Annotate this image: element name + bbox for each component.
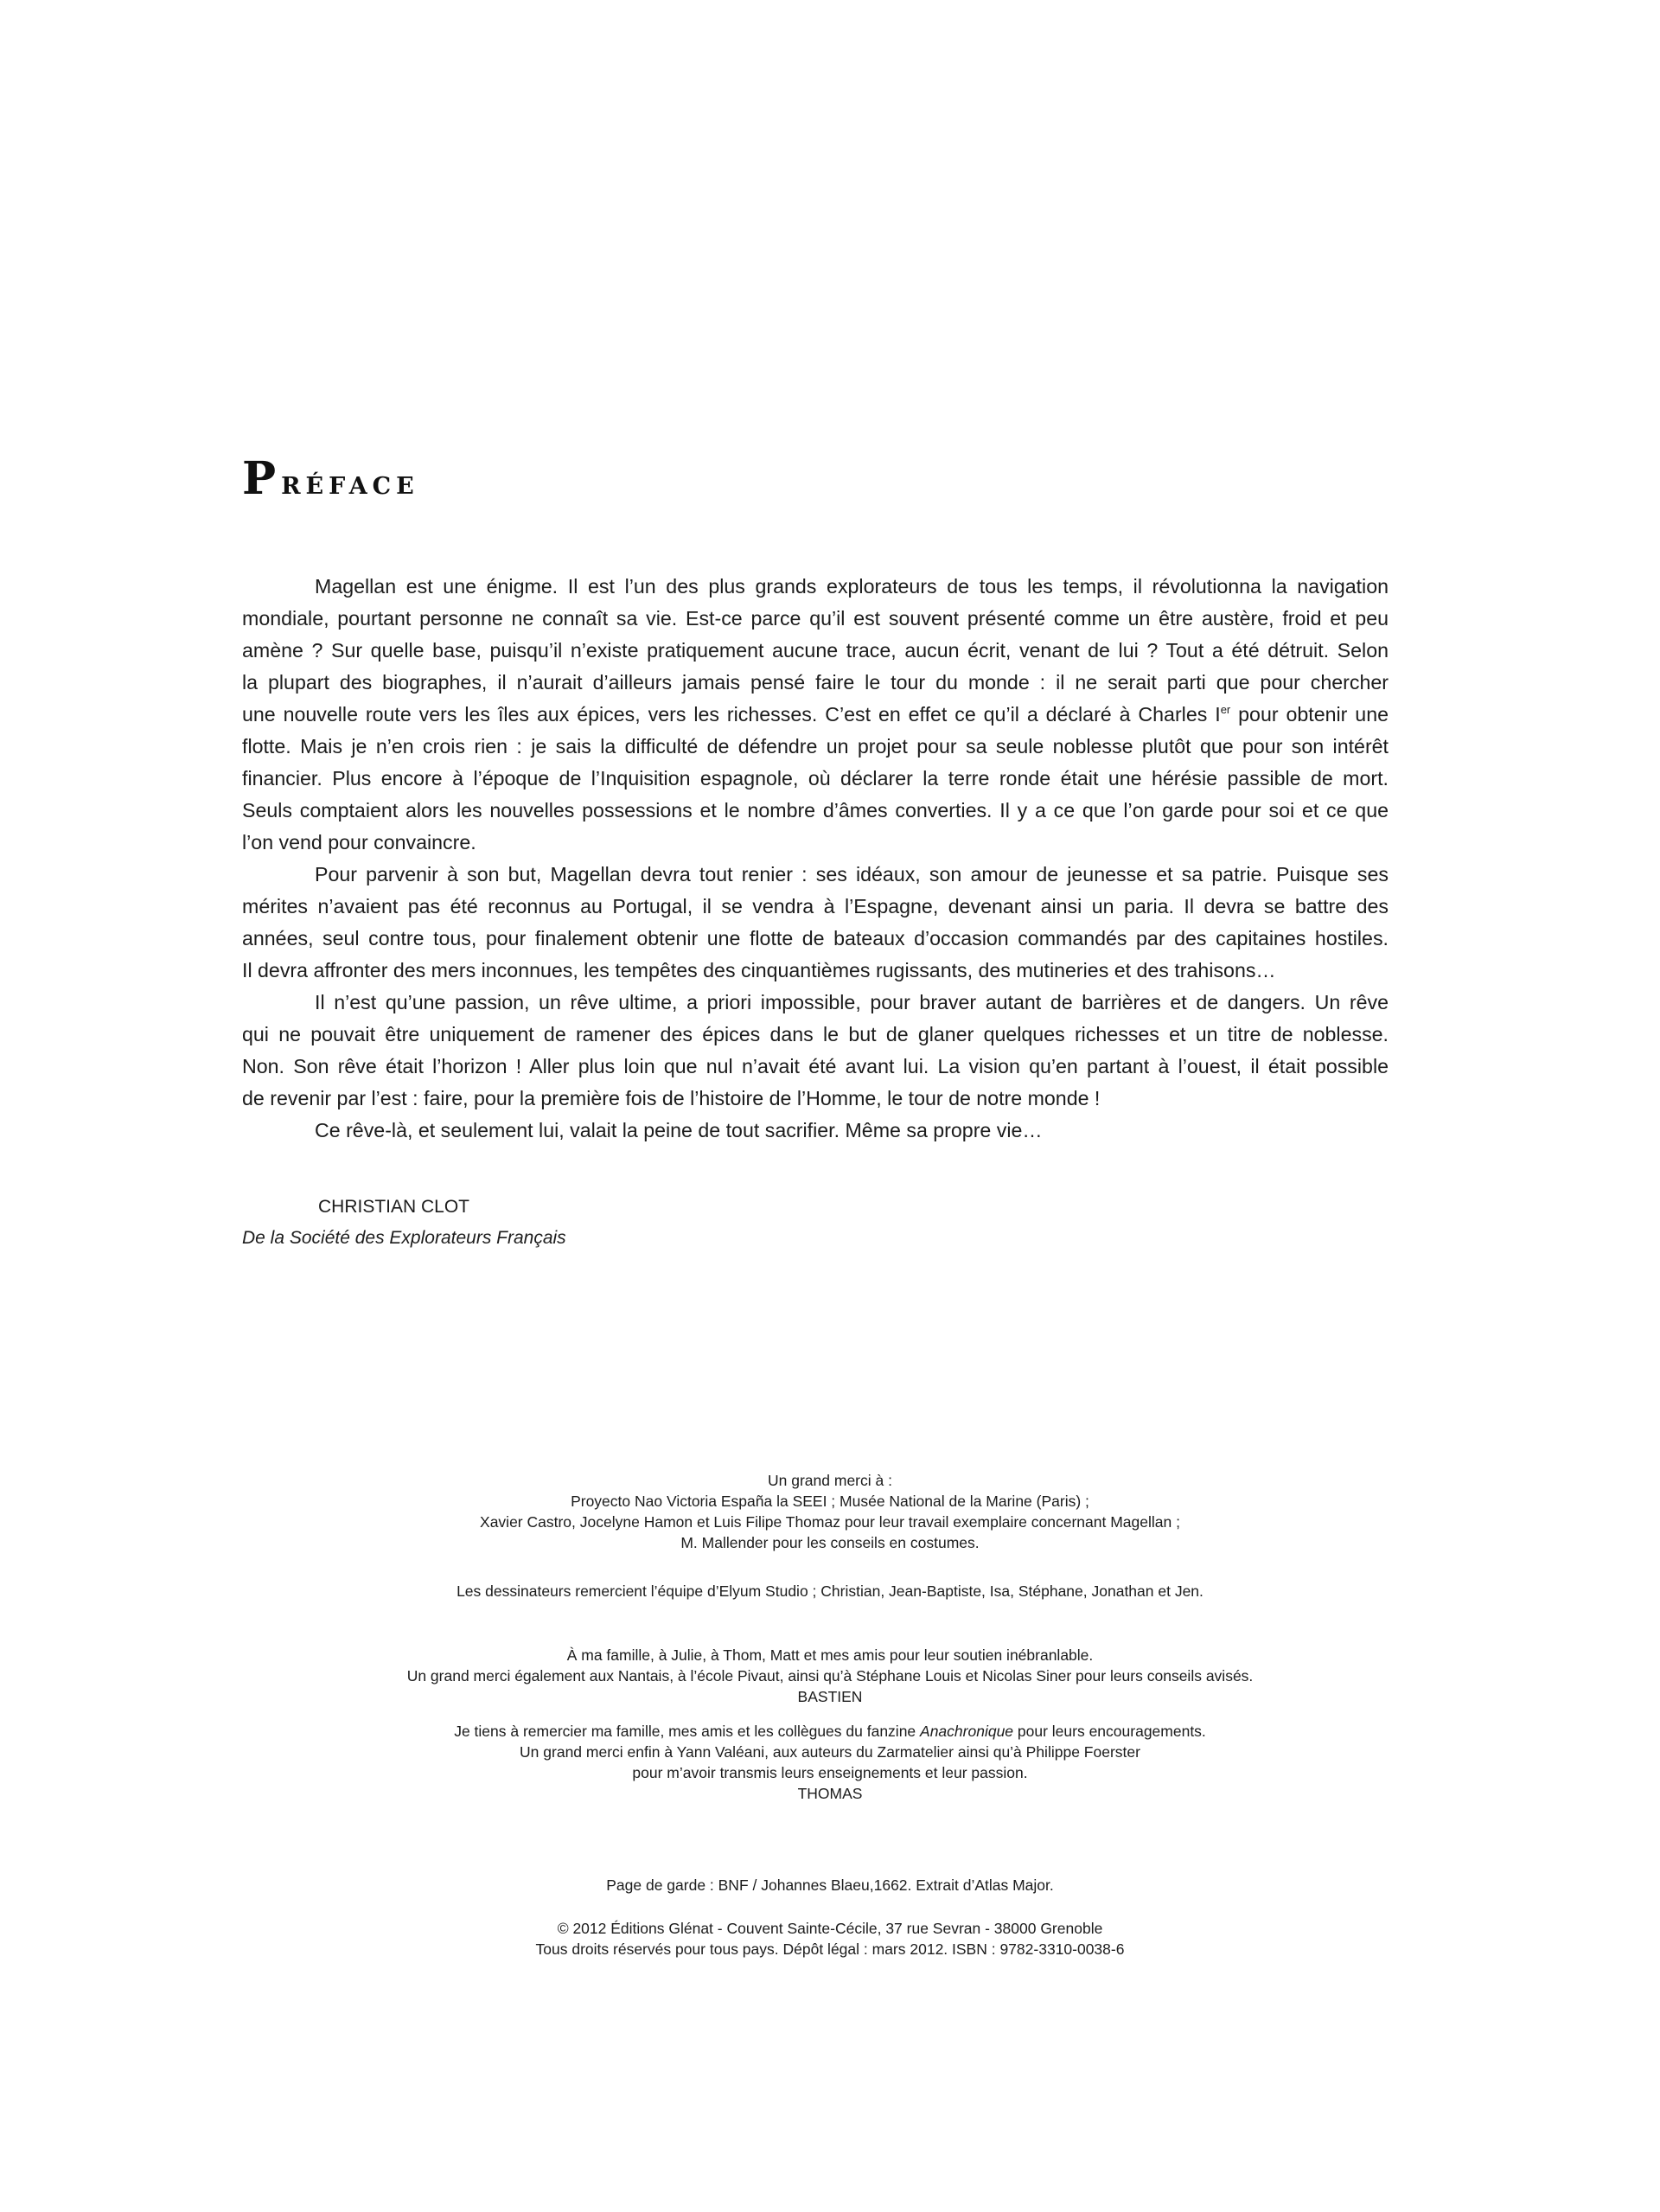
text-line: mérites n’avaient pas été reconnus au Portugal, il se vendra à l’Espagne, devenant ainsi un paria. Il devra se battre des (242, 895, 1389, 917)
text-line: Magellan est une énigme. Il est l’un des plus grands explorateurs de tous les temps, il révolutionna la navigation (315, 575, 1389, 598)
credits-line: M. Mallender pour les conseils en costumes. (680, 1534, 980, 1551)
credits-line: Xavier Castro, Jocelyne Hamon et Luis Filipe Thomaz pour leur travail exemplaire concernant Magellan ; (480, 1513, 1180, 1531)
text-line: amène ? Sur quelle base, puisqu’il n’existe pratiquement aucune trace, aucun écrit, venant de lui ? Tout a été détruit. Selon (242, 639, 1389, 662)
text-line: mondiale, pourtant personne ne connaît sa vie. Est-ce parce qu’il est souvent présenté comme un être austère, froid et peu (242, 607, 1389, 630)
title-rest: réface (281, 463, 419, 502)
preface-author: CHRISTIAN CLOT (318, 1197, 470, 1217)
credits-line (0, 1721, 1660, 1742)
title-initial: P (242, 452, 282, 505)
credits-line: Un grand merci enfin à Yann Valéani, aux auteurs du Zarmatelier ainsi qu’à Philippe Foerster (520, 1743, 1140, 1761)
text-segment: une nouvelle route vers les îles aux épices, vers les richesses. C’est en effet ce qu’il a déclaré à Charles I (242, 703, 1221, 726)
credits-signature: THOMAS (797, 1785, 863, 1802)
page-title (242, 452, 419, 505)
text-segment: pour leurs encouragements. (1013, 1723, 1206, 1740)
preface-body (242, 571, 1389, 1147)
preface-paragraph (242, 571, 1389, 859)
credits-thanks (0, 1470, 1660, 1553)
credits-signature: BASTIEN (797, 1688, 863, 1705)
ordinal-superscript: er (1220, 703, 1231, 716)
text-line: qui ne pouvait être uniquement de ramener des épices dans le but de glaner quelques richesses et un titre de noblesse. (242, 1023, 1389, 1045)
credits-line: Les dessinateurs remercient l’équipe d’Elyum Studio ; Christian, Jean-Baptiste, Isa, Stéphane, Jonathan et Jen. (456, 1582, 1204, 1600)
preface-author-affiliation: De la Société des Explorateurs Français (242, 1228, 566, 1248)
text-line: de revenir par l’est : faire, pour la première fois de l’histoire de l’Homme, le tour de notre monde ! (242, 1087, 1101, 1109)
legal-line: Tous droits réservés pour tous pays. Dépôt légal : mars 2012. ISBN : 9782-3310-0038-6 (535, 1940, 1125, 1958)
preface-paragraph (242, 859, 1389, 987)
credits-line: Page de garde : BNF / Johannes Blaeu,1662. Extrait d’Atlas Major. (606, 1876, 1054, 1894)
credits-line: Un grand merci à : (768, 1472, 892, 1489)
text-segment: Je tiens à remercier ma famille, mes amis et les collègues du fanzine (454, 1723, 921, 1740)
preface-paragraph (242, 987, 1389, 1115)
credits-bastien (0, 1645, 1660, 1707)
text-line: Non. Son rêve était l’horizon ! Aller plus loin que nul n’avait été avant lui. La vision qu’en partant à l’ouest, il était possible (242, 1055, 1389, 1077)
text-line: Il devra affronter des mers inconnues, les tempêtes des cinquantièmes rugissants, des mutineries et des trahisons… (242, 959, 1276, 981)
credits-artists (0, 1581, 1660, 1601)
text-line: financier. Plus encore à l’époque de l’Inquisition espagnole, où déclarer la terre ronde était une hérésie passible de mort. (242, 767, 1389, 790)
text-line: l’on vend pour convaincre. (242, 831, 476, 853)
credits-line: pour m’avoir transmis leurs enseignements et leur passion. (632, 1764, 1028, 1781)
credits-endpaper (0, 1875, 1660, 1896)
credits-line: Proyecto Nao Victoria España la SEEI ; Musée National de la Marine (Paris) ; (571, 1493, 1089, 1510)
text-line: Ce rêve-là, et seulement lui, valait la peine de tout sacrifier. Même sa propre vie… (315, 1119, 1043, 1141)
text-line: Il n’est qu’une passion, un rêve ultime, a priori impossible, pour braver autant de barrières et de dangers. Un rêve (315, 991, 1389, 1013)
credits-line: Un grand merci également aux Nantais, à l’école Pivaut, ainsi qu’à Stéphane Louis et Nicolas Siner pour leurs conseils avisés. (406, 1667, 1254, 1685)
text-line: Pour parvenir à son but, Magellan devra tout renier : ses idéaux, son amour de jeunesse et sa patrie. Puisque ses (315, 863, 1389, 885)
fanzine-title: Anachronique (920, 1723, 1014, 1740)
text-segment: pour obtenir une (1230, 703, 1389, 726)
credits-legal (0, 1918, 1660, 1959)
text-line: flotte. Mais je n’en crois rien : je sais la difficulté de défendre un projet pour sa seule noblesse plutôt que pour son intérêt (242, 735, 1389, 758)
text-line: la plupart des biographes, il n’aurait d’ailleurs jamais pensé faire le tour du monde : il ne serait parti que pour chercher (242, 671, 1389, 694)
text-line (242, 699, 1389, 731)
credits-line: À ma famille, à Julie, à Thom, Matt et mes amis pour leur soutien inébranlable. (566, 1646, 1094, 1664)
text-line: années, seul contre tous, pour finalement obtenir une flotte de bateaux d’occasion commandés par des capitaines hostiles. (242, 927, 1389, 949)
preface-paragraph (242, 1115, 1389, 1147)
copyright-line: © 2012 Éditions Glénat - Couvent Sainte-Cécile, 37 rue Sevran - 38000 Grenoble (557, 1920, 1103, 1937)
text-line: Seuls comptaient alors les nouvelles possessions et le nombre d’âmes converties. Il y a ce que l’on garde pour soi et ce que (242, 799, 1389, 822)
credits-thomas (0, 1721, 1660, 1804)
